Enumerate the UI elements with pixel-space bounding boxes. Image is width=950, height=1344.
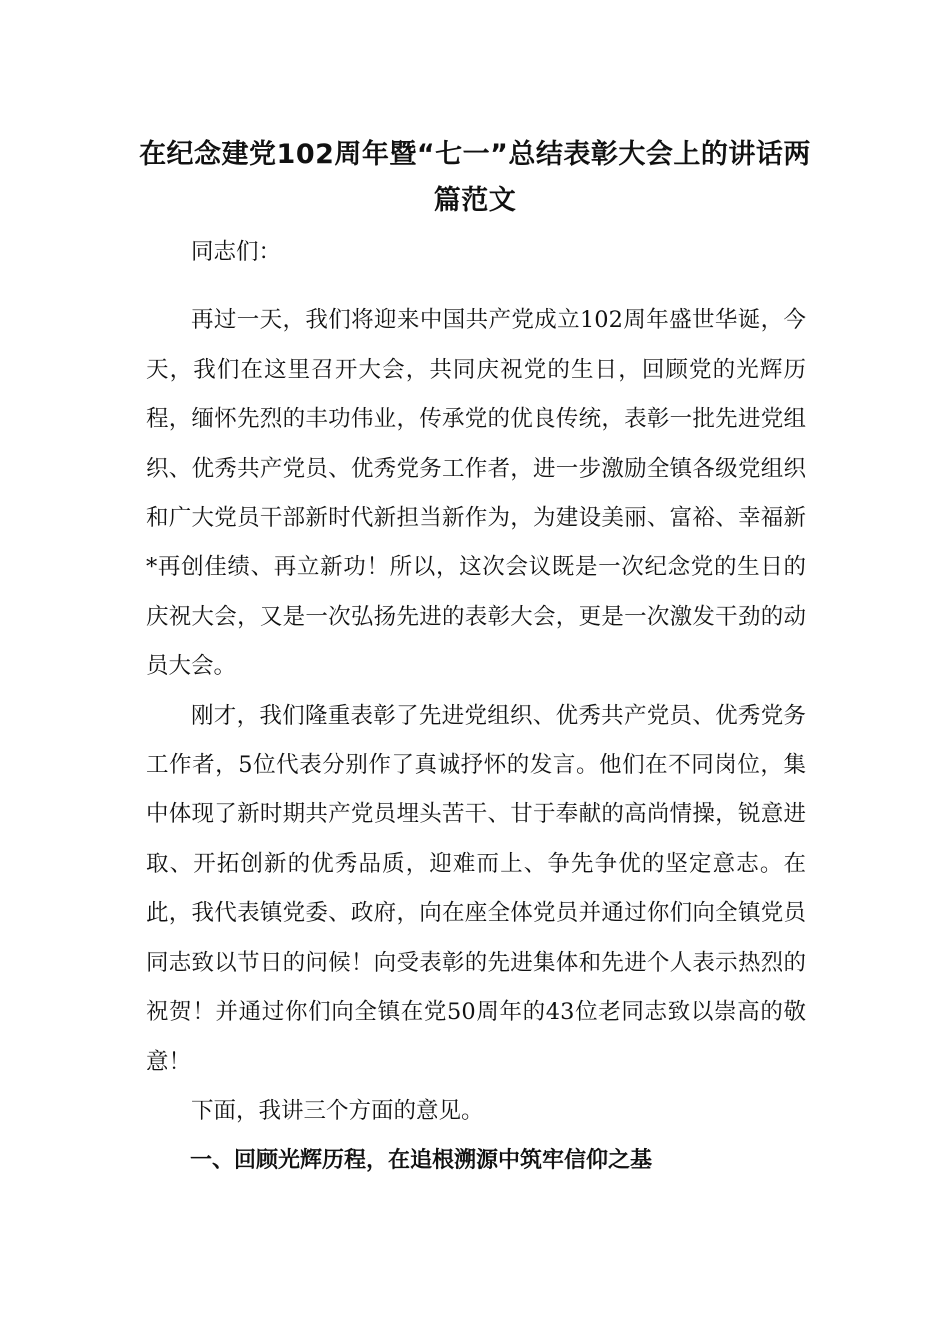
document-title: 在纪念建党102周年暨“七一”总结表彰大会上的讲话两篇范文 xyxy=(139,139,811,216)
paragraph-2: 刚才，我们隆重表彰了先进党组织、优秀共产党员、优秀党务工作者，5位代表分别作了真诚抒怀的发言。他们在不同岗位，集中体现了新时期共产党员埋头苦干、甘于奉献的高尚情操，锐意进取、开拓创新的优秀品质，迎难而上、争先争优的坚定意志。在此，我代表镇党委、政府，向在座全体党员并通过你们向全镇党员同志致以节日的问候！向受表彰的先进集体和先进个人表示热烈的祝贺！并通过你们向全镇在党50周年的43位老同志致以崇高的敬意！ xyxy=(146,702,806,1075)
paragraph-1: 再过一天，我们将迎来中国共产党成立102周年盛世华诞，今天，我们在这里召开大会，共同庆祝党的生日，回顾党的光辉历程，缅怀先烈的丰功伟业，传承党的优良传统，表彰一批先进党组织、优秀共产党员、优秀党务工作者，进一步激励全镇各级党组织和广大党员干部新时代新担当新作为，为建设美丽、富裕、幸福新*再创佳绩、再立新功！所以，这次会议既是一次纪念党的生日的庆祝大会，又是一次弘扬先进的表彰大会，更是一次激发干劲的动员大会。 xyxy=(146,307,806,680)
document-body xyxy=(146,228,806,1186)
greeting: 同志们： xyxy=(191,239,282,265)
paragraph-3: 下面，我讲三个方面的意见。 xyxy=(191,1097,484,1124)
section-heading: 一、回顾光辉历程，在追根溯源中筑牢信仰之基 xyxy=(190,1148,653,1174)
